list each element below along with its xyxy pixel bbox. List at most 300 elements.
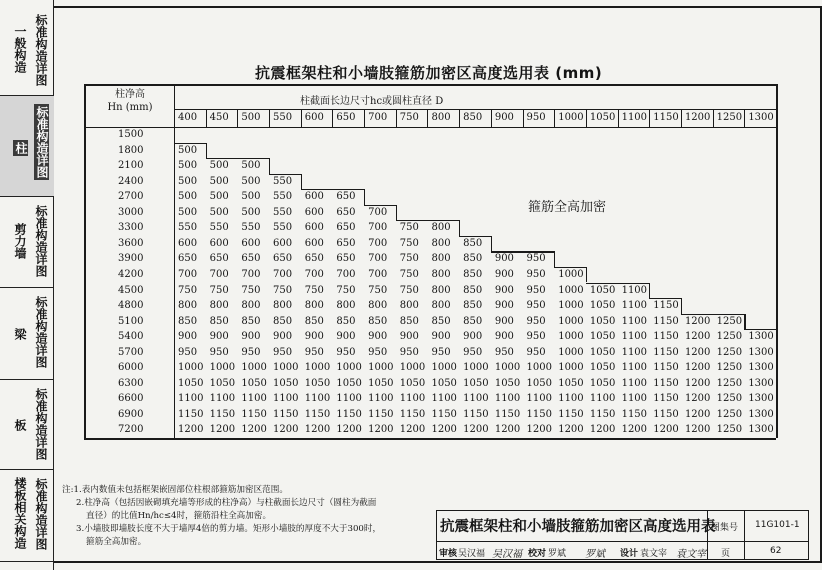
table-cell: 1000 — [209, 362, 236, 374]
table-cell: 850 — [209, 315, 229, 327]
notes — [62, 484, 432, 549]
table-cell: 1000 — [558, 268, 584, 280]
table-cell: 800 — [431, 222, 451, 234]
table-cell: 650 — [304, 253, 324, 265]
title-block-title: 抗震框架柱和小墙肢箍筋加密区高度选用表 — [440, 519, 716, 535]
table-cell: 1200 — [684, 393, 711, 405]
table-cell: 1050 — [368, 377, 394, 389]
header-column-divider — [364, 109, 365, 127]
staircase-boundary — [269, 158, 270, 174]
staircase-boundary — [776, 329, 777, 345]
table-cell: 950 — [336, 346, 356, 358]
table-cell: 750 — [399, 253, 419, 265]
column-header: 600 — [304, 112, 324, 123]
table-cell: 850 — [431, 315, 451, 327]
row-height-label: 2400 — [118, 175, 144, 187]
table-cell: 950 — [526, 284, 546, 296]
table-cell: 1150 — [621, 408, 648, 420]
table-cell: 700 — [241, 268, 261, 280]
table-cell: 1250 — [716, 424, 743, 436]
table-cell: 700 — [336, 268, 356, 280]
column-header: 850 — [463, 112, 483, 123]
table-cell: 1000 — [526, 362, 552, 374]
table-cell: 1200 — [241, 424, 267, 436]
table-cell: 800 — [241, 300, 261, 312]
table-cell: 950 — [526, 346, 546, 358]
table-cell: 1050 — [589, 362, 616, 374]
full-height-dense-note: 箍筋全高加密 — [528, 200, 607, 215]
table-cell: 800 — [273, 300, 293, 312]
note-line: 3.小墙肢即墙肢长度不大于墙厚4倍的剪力墙。矩形小墙肢的厚度不大于300时， — [76, 524, 382, 534]
table-cell: 750 — [209, 284, 229, 296]
frame-right-border — [820, 6, 822, 562]
table-cell: 600 — [304, 191, 324, 203]
table-cell: 750 — [273, 284, 293, 296]
table-cell: 1100 — [336, 393, 362, 405]
page-label: 页 — [721, 549, 731, 559]
table-cell: 900 — [304, 331, 324, 343]
table-cell: 650 — [336, 237, 356, 249]
staircase-boundary — [776, 422, 777, 438]
table-cell: 900 — [463, 331, 483, 343]
table-cell: 1150 — [653, 362, 679, 374]
column-header: 900 — [494, 112, 514, 123]
table-cell: 1000 — [178, 362, 204, 374]
table-cell: 1100 — [621, 393, 648, 405]
table-cell: 600 — [304, 237, 324, 249]
table-cell: 1300 — [748, 346, 774, 358]
header-column-divider — [491, 109, 492, 127]
table-cell: 850 — [463, 268, 483, 280]
staircase-boundary — [554, 251, 555, 267]
table-cell: 1200 — [494, 424, 521, 436]
table-cell: 1100 — [368, 393, 394, 405]
atlas-number-value: 11G101-1 — [755, 520, 800, 530]
table-title: 抗震框架柱和小墙肢箍筋加密区高度选用表 (mm) — [255, 64, 603, 82]
table-cell: 700 — [209, 268, 229, 280]
frame-bottom-border — [54, 561, 822, 563]
table-cell: 800 — [431, 268, 451, 280]
table-cell: 1000 — [304, 362, 331, 374]
staircase-boundary — [364, 189, 365, 205]
table-cell: 500 — [178, 144, 198, 156]
table-cell: 1200 — [684, 362, 711, 374]
staircase-boundary — [681, 314, 744, 315]
staircase-boundary — [744, 329, 776, 330]
table-cell: 900 — [336, 331, 356, 343]
table-cell: 700 — [368, 253, 388, 265]
sidebar-section-title: 标准构造详图 — [34, 388, 48, 460]
column-header: 1250 — [716, 112, 743, 123]
table-cell: 1200 — [399, 424, 426, 436]
staircase-boundary — [586, 267, 587, 283]
staircase-boundary — [396, 220, 459, 221]
table-cell: 1000 — [558, 331, 584, 343]
table-cell: 850 — [241, 315, 261, 327]
table-cell: 1250 — [716, 377, 743, 389]
table-cell: 1000 — [431, 362, 457, 374]
table-cell: 950 — [526, 315, 546, 327]
table-cell: 600 — [273, 237, 293, 249]
column-header: 1300 — [748, 112, 774, 123]
table-cell: 1050 — [431, 377, 457, 389]
table-cell: 800 — [336, 300, 356, 312]
table-cell: 1050 — [558, 377, 584, 389]
table-cell: 1100 — [241, 393, 267, 405]
table-cell: 1150 — [399, 408, 426, 420]
table-cell: 950 — [526, 331, 546, 343]
table-cell: 750 — [399, 222, 419, 234]
table-cell: 900 — [178, 331, 198, 343]
table-cell: 1050 — [209, 377, 236, 389]
staircase-boundary — [776, 391, 777, 407]
table-cell: 1200 — [684, 424, 711, 436]
staircase-boundary — [459, 236, 491, 237]
table-cell: 1100 — [621, 346, 648, 358]
table-cell: 500 — [241, 206, 261, 218]
header-column-divider — [332, 109, 333, 127]
clear-height-label: 柱净高 — [115, 89, 145, 100]
table-cell: 1150 — [526, 408, 552, 420]
table-cell: 650 — [336, 191, 356, 203]
table-cell: 1200 — [336, 424, 362, 436]
table-cell: 1000 — [558, 284, 584, 296]
table-cell: 1100 — [431, 393, 457, 405]
sidebar-section[interactable] — [0, 288, 54, 380]
table-cell: 1200 — [653, 424, 679, 436]
column-header: 700 — [368, 112, 388, 123]
column-header: 400 — [178, 112, 198, 123]
table-cell: 1050 — [589, 331, 616, 343]
table-cell: 550 — [273, 191, 293, 203]
sidebar-section-label: 梁 — [13, 327, 27, 340]
header-column-divider — [269, 109, 270, 127]
header-column-divider — [237, 109, 238, 127]
table-cell: 800 — [178, 300, 198, 312]
table-cell: 1000 — [368, 362, 394, 374]
table-cell: 850 — [463, 284, 483, 296]
table-cell: 650 — [336, 222, 356, 234]
table-cell: 500 — [178, 175, 198, 187]
table-cell: 950 — [304, 346, 324, 358]
row-height-label: 3900 — [118, 253, 144, 265]
table-cell: 1150 — [653, 315, 679, 327]
note-line: 箍筋全高加密。 — [86, 537, 147, 547]
table-cell: 1150 — [241, 408, 267, 420]
row-height-label: 5400 — [118, 331, 144, 343]
table-cell: 1200 — [526, 424, 552, 436]
table-cell: 700 — [304, 268, 324, 280]
table-cell: 1100 — [304, 393, 331, 405]
column-header: 800 — [431, 112, 451, 123]
staircase-boundary — [269, 174, 301, 175]
table-cell: 650 — [178, 253, 198, 265]
table-cell: 1150 — [463, 408, 489, 420]
table-cell: 1050 — [526, 377, 552, 389]
staircase-boundary — [491, 251, 554, 252]
table-cell: 700 — [368, 206, 388, 218]
table-cell: 900 — [494, 268, 514, 280]
table-cell: 1150 — [653, 346, 679, 358]
staircase-boundary — [174, 127, 175, 143]
table-cell: 950 — [463, 346, 483, 358]
table-border-left — [84, 84, 86, 438]
table-cell: 800 — [209, 300, 229, 312]
table-cell: 500 — [209, 206, 229, 218]
table-cell: 1100 — [209, 393, 236, 405]
row-height-label: 6000 — [118, 362, 144, 374]
staircase-boundary — [744, 314, 745, 330]
table-cell: 900 — [273, 331, 293, 343]
staircase-boundary — [364, 205, 396, 206]
review-name: 吴汉福 — [458, 549, 486, 559]
table-cell: 900 — [241, 331, 261, 343]
table-cell: 1300 — [748, 362, 774, 374]
table-cell: 650 — [336, 253, 356, 265]
table-cell: 800 — [431, 237, 451, 249]
table-cell: 500 — [241, 191, 261, 203]
staircase-boundary — [681, 298, 682, 314]
staircase-boundary — [206, 143, 207, 159]
table-cell: 1050 — [273, 377, 299, 389]
table-cell: 1200 — [684, 408, 711, 420]
table-cell: 1150 — [653, 377, 679, 389]
table-cell: 1100 — [621, 315, 648, 327]
table-cell: 700 — [273, 268, 293, 280]
staircase-boundary — [776, 376, 777, 392]
table-cell: 500 — [209, 175, 229, 187]
note-line: 2.柱净高（包括因嵌砌填充墙等形成的柱净高）与柱截面长边尺寸（圆柱为截面 — [76, 498, 377, 508]
table-cell: 1300 — [748, 377, 774, 389]
table-cell: 1000 — [241, 362, 267, 374]
table-cell: 1250 — [716, 362, 743, 374]
table-cell: 700 — [368, 237, 388, 249]
staircase-boundary — [554, 267, 586, 268]
row-height-label: 6900 — [118, 408, 144, 420]
table-cell: 900 — [368, 331, 388, 343]
staircase-boundary — [776, 360, 777, 376]
table-cell: 500 — [209, 160, 229, 172]
table-cell: 850 — [368, 315, 388, 327]
header-column-divider — [649, 109, 650, 127]
table-cell: 1200 — [684, 377, 711, 389]
staircase-boundary — [459, 220, 460, 236]
sidebar-section[interactable] — [0, 197, 54, 288]
table-cell: 900 — [494, 331, 514, 343]
sidebar-section[interactable] — [0, 380, 54, 470]
table-cell: 750 — [241, 284, 261, 296]
table-cell: 950 — [526, 268, 546, 280]
column-header: 950 — [526, 112, 546, 123]
sidebar-section-label: 板 — [13, 418, 27, 431]
table-cell: 950 — [526, 253, 546, 265]
row-height-label: 4500 — [118, 284, 144, 296]
atlas-number-label: 图集号 — [711, 523, 739, 533]
table-cell: 750 — [336, 284, 356, 296]
table-cell: 850 — [304, 315, 324, 327]
table-cell: 1200 — [304, 424, 331, 436]
table-cell: 850 — [336, 315, 356, 327]
table-cell: 1100 — [463, 393, 489, 405]
table-cell: 550 — [273, 206, 293, 218]
header-column-divider — [681, 109, 682, 127]
table-cell: 900 — [209, 331, 229, 343]
chapter-sidebar — [0, 0, 54, 570]
row-height-label: 3000 — [118, 206, 144, 218]
table-cell: 1000 — [558, 315, 584, 327]
table-cell: 850 — [178, 315, 198, 327]
staircase-boundary — [206, 158, 269, 159]
sidebar-section-title: 标准构造详图 — [34, 14, 48, 86]
table-cell: 1200 — [684, 346, 711, 358]
table-cell: 950 — [273, 346, 293, 358]
table-cell: 650 — [273, 253, 293, 265]
table-cell: 1200 — [209, 424, 236, 436]
table-cell: 1250 — [716, 408, 743, 420]
sidebar-section-label: 一般构造 — [13, 25, 27, 73]
header-column-divider — [427, 109, 428, 127]
table-cell: 650 — [336, 206, 356, 218]
table-cell: 700 — [368, 222, 388, 234]
table-cell: 1300 — [748, 424, 774, 436]
staircase-boundary — [776, 345, 777, 361]
table-cell: 1150 — [304, 408, 331, 420]
table-cell: 1050 — [336, 377, 362, 389]
table-cell: 750 — [368, 284, 388, 296]
table-cell: 1200 — [273, 424, 299, 436]
table-cell: 1200 — [621, 424, 648, 436]
header-bottom-line — [84, 127, 776, 128]
row-height-label: 5700 — [118, 346, 144, 358]
table-cell: 1100 — [621, 331, 648, 343]
column-header: 1200 — [684, 112, 711, 123]
sidebar-section-title: 标准构造详图 — [34, 296, 48, 368]
table-cell: 850 — [463, 300, 483, 312]
note-line: 注:1.表内数值未包括框架嵌固部位柱根部箍筋加密区范围。 — [62, 485, 288, 495]
table-cell: 950 — [241, 346, 261, 358]
header-column-divider — [301, 109, 302, 127]
sidebar-section[interactable] — [0, 6, 54, 96]
table-cell: 1050 — [589, 377, 616, 389]
table-cell: 1100 — [558, 393, 584, 405]
table-cell: 950 — [431, 346, 451, 358]
staircase-boundary — [301, 189, 364, 190]
column-header: 450 — [209, 112, 229, 123]
table-cell: 500 — [178, 160, 198, 172]
column-header: 650 — [336, 112, 356, 123]
staircase-boundary — [649, 298, 681, 299]
table-cell: 550 — [209, 222, 229, 234]
table-cell: 1150 — [178, 408, 204, 420]
sidebar-section-title: 标准构造详图 — [35, 106, 49, 178]
table-cell: 1200 — [463, 424, 489, 436]
table-cell: 800 — [368, 300, 388, 312]
staircase-boundary — [586, 283, 649, 284]
header-column-divider — [554, 109, 555, 127]
table-cell: 1000 — [494, 362, 521, 374]
table-cell: 1100 — [621, 300, 648, 312]
table-cell: 500 — [241, 175, 261, 187]
table-cell: 600 — [209, 237, 229, 249]
table-cell: 1000 — [399, 362, 426, 374]
table-cell: 1150 — [653, 300, 679, 312]
table-cell: 1200 — [368, 424, 394, 436]
table-border-bottom — [84, 438, 776, 440]
staircase-boundary — [301, 174, 302, 190]
table-cell: 1150 — [368, 408, 394, 420]
sidebar-section-label: 剪力墙 — [13, 223, 27, 259]
sidebar-section[interactable] — [0, 470, 54, 562]
header-column-divider — [744, 109, 745, 127]
page-number: 62 — [770, 546, 782, 556]
table-cell: 1250 — [716, 331, 743, 343]
table-cell: 1050 — [589, 300, 616, 312]
table-cell: 700 — [368, 268, 388, 280]
clear-height-unit: Hn (mm) — [107, 102, 153, 113]
title-block-divider — [436, 541, 809, 542]
header-divider — [174, 109, 776, 110]
table-cell: 1100 — [178, 393, 204, 405]
header-column-divider — [586, 109, 587, 127]
table-cell: 1200 — [684, 331, 711, 343]
table-cell: 950 — [399, 346, 419, 358]
title-block-divider — [744, 510, 745, 560]
table-cell: 1050 — [304, 377, 331, 389]
table-cell: 850 — [463, 315, 483, 327]
table-cell: 950 — [209, 346, 229, 358]
table-cell: 1300 — [748, 331, 774, 343]
table-cell: 1000 — [558, 346, 584, 358]
column-header: 750 — [399, 112, 419, 123]
row-height-label: 3300 — [118, 222, 144, 234]
table-cell: 550 — [273, 175, 293, 187]
row-height-label: 5100 — [118, 315, 144, 327]
sidebar-section-title: 标准构造详图 — [34, 205, 48, 277]
header-column-divider — [618, 109, 619, 127]
table-cell: 1250 — [716, 393, 743, 405]
table-cell: 800 — [399, 300, 419, 312]
table-cell: 600 — [304, 206, 324, 218]
table-cell: 1050 — [589, 284, 616, 296]
design-label: 设计 — [620, 549, 639, 559]
sidebar-section[interactable] — [0, 96, 54, 197]
row-height-label: 6300 — [118, 377, 144, 389]
table-cell: 1200 — [684, 315, 711, 327]
table-cell: 1100 — [526, 393, 552, 405]
table-cell: 600 — [304, 222, 324, 234]
staircase-boundary — [491, 236, 492, 252]
row-height-label: 1500 — [118, 129, 144, 140]
table-cell: 750 — [178, 284, 198, 296]
staircase-boundary — [776, 407, 777, 423]
header-column-divider — [459, 109, 460, 127]
staircase-boundary — [649, 283, 650, 299]
table-cell: 900 — [494, 284, 514, 296]
table-cell: 500 — [178, 191, 198, 203]
table-cell: 1050 — [589, 346, 616, 358]
table-cell: 650 — [209, 253, 229, 265]
table-cell: 1200 — [558, 424, 584, 436]
table-cell: 900 — [431, 331, 451, 343]
table-cell: 1150 — [273, 408, 299, 420]
table-cell: 750 — [399, 284, 419, 296]
row-height-label: 6600 — [118, 393, 144, 405]
table-cell: 1050 — [399, 377, 426, 389]
table-cell: 1050 — [241, 377, 267, 389]
column-header: 1000 — [558, 112, 584, 123]
table-cell: 1150 — [653, 393, 679, 405]
column-header: 1050 — [589, 112, 616, 123]
